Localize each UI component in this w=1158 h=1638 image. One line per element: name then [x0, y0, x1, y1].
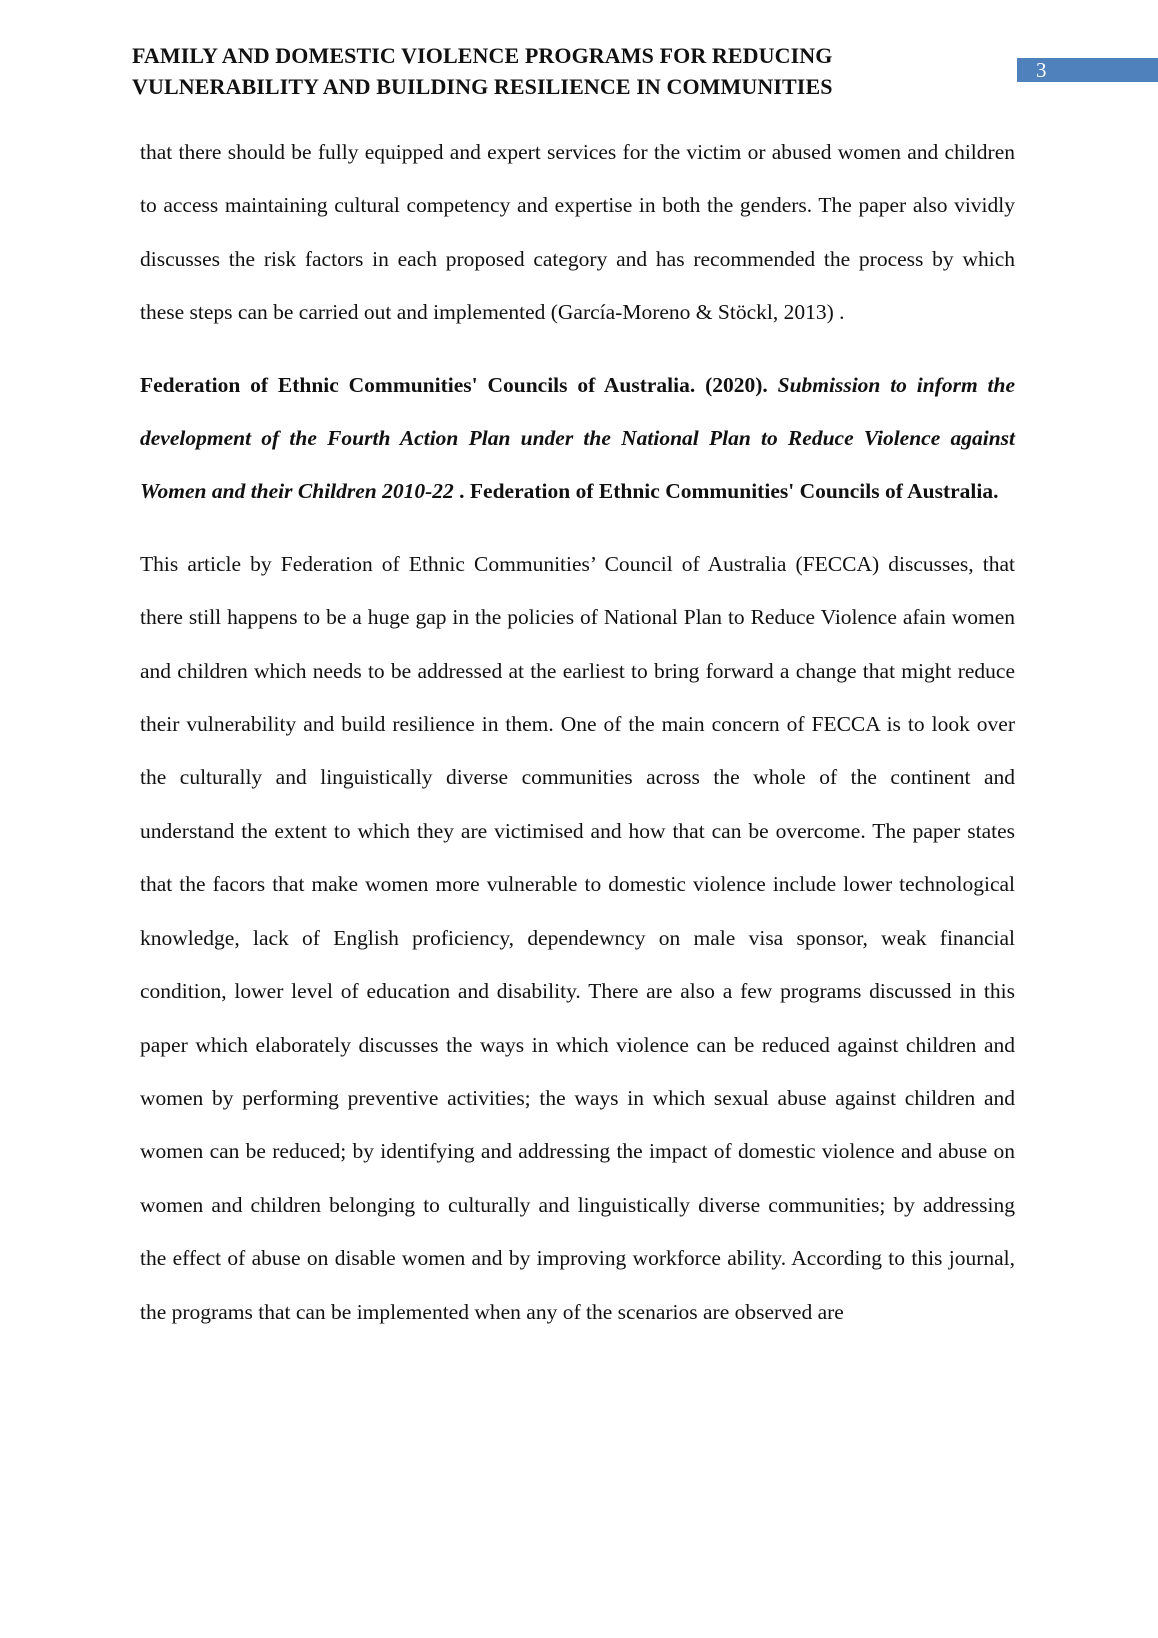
- document-body: [140, 126, 1015, 1358]
- reference-publisher: . Federation of Ethnic Communities' Councils of Australia.: [453, 479, 999, 504]
- paragraph-continuation: that there should be fully equipped and expert services for the victim or abused women and children to access maintaining cultural competency and expertise in both the genders. The paper also vividly discusses the risk factors in each proposed category and has recommended the process by which these steps can be carried out and implemented (García-Moreno & Stöckl, 2013) .: [140, 140, 1015, 325]
- reference-title: Submission to inform the development of the Fourth Action Plan under the National Plan to Reduce Violence against Women and their Children 2010-22: [140, 372, 1015, 504]
- reference-authors-year: Federation of Ethnic Communities' Councils of Australia. (2020).: [140, 372, 778, 397]
- reference-entry: [140, 359, 1015, 519]
- paragraph-annotation: This article by Federation of Ethnic Communities’ Council of Australia (FECCA) discusses, that there still happens to be a huge gap in the policies of National Plan to Reduce Violence afain women and children which needs to be addressed at the earliest to bring forward a change that might reduce their vulnerability and build resilience in them. One of the main concern of FECCA is to look over the culturally and linguistically diverse communities across the whole of the continent and understand the extent to which they are victimised and how that can be overcome. The paper states that the facors that make women more vulnerable to domestic violence include lower technological knowledge, lack of English proficiency, dependewncy on male visa sponsor, weak financial condition, lower level of education and disability. There are also a few programs discussed in this paper which elaborately discusses the ways in which violence can be reduced against children and women by performing preventive activities; the ways in which sexual abuse against children and women can be reduced; by identifying and addressing the impact of domestic violence and abuse on women and children belonging to culturally and linguistically diverse communities; by addressing the effect of abuse on disable women and by improving workforce ability. According to this journal, the programs that can be implemented when any of the scenarios are observed are: [140, 551, 1015, 1324]
- page-number-badge: 3: [1017, 58, 1158, 82]
- running-head-line-2: VULNERABILITY AND BUILDING RESILIENCE IN COMMUNITIES: [132, 74, 833, 99]
- running-head-title: [132, 40, 952, 102]
- running-head-line-1: FAMILY AND DOMESTIC VIOLENCE PROGRAMS FOR REDUCING: [132, 43, 833, 68]
